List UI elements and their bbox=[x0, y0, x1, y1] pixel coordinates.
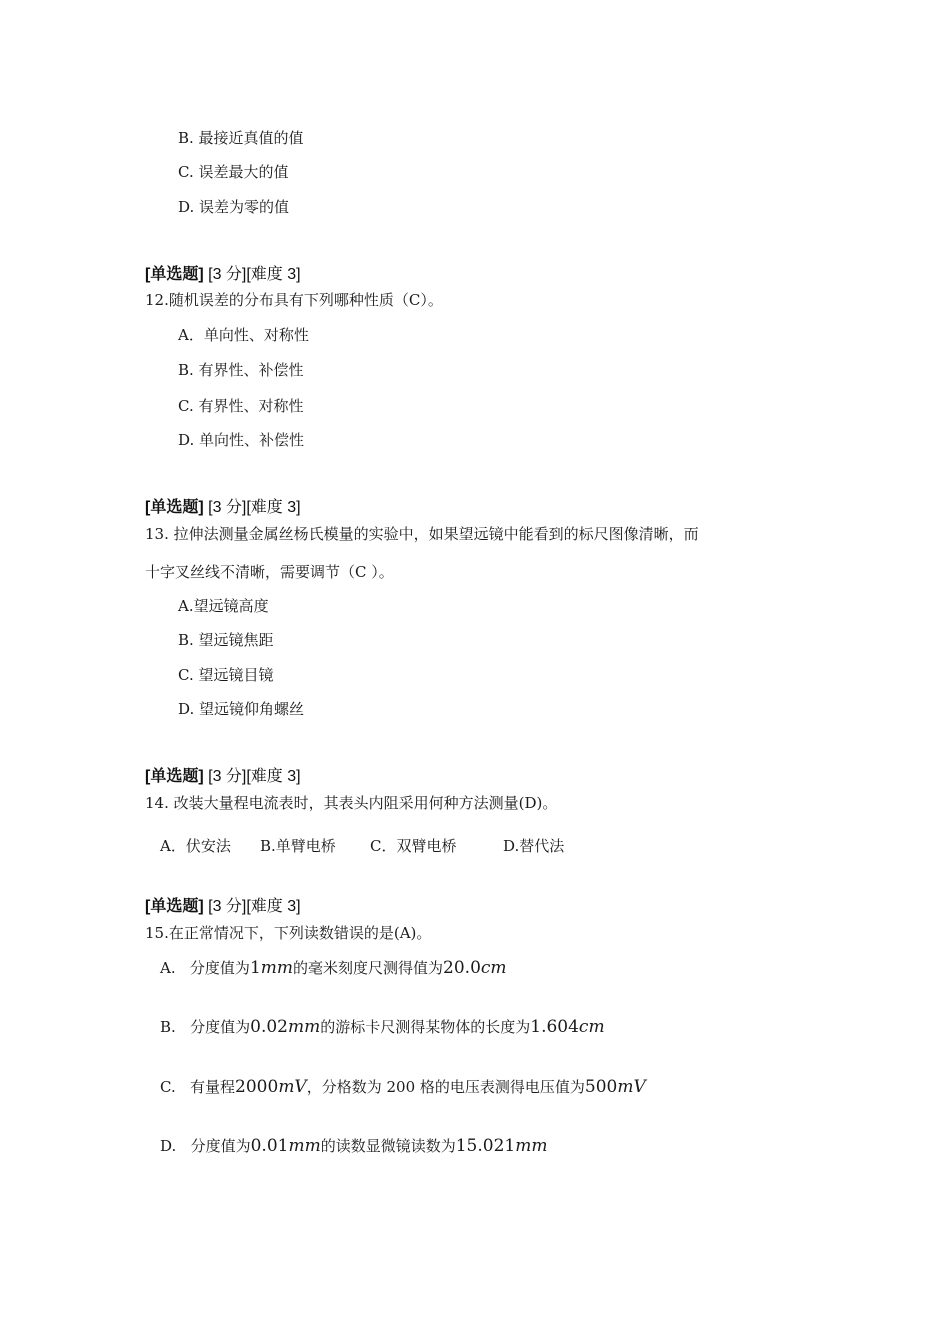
q15-option-a-value1: 1mm bbox=[249, 958, 294, 978]
q15-option-a-value2: 20.0cm bbox=[443, 958, 507, 978]
q15-option-c bbox=[160, 1077, 646, 1097]
q14-option-d: D.替代法 bbox=[503, 837, 565, 855]
q15-option-c-text2: ，分格数为 200 格的电压表测得电压值为 bbox=[306, 1078, 585, 1096]
q14-meta: [3 分][难度 3] bbox=[203, 768, 301, 785]
q13-stem-line2: 十字叉丝线不清晰，需要调节（C ）。 bbox=[145, 563, 394, 581]
q15-option-c-text1: 有量程 bbox=[190, 1078, 236, 1096]
q14-options-row bbox=[0, 836, 950, 856]
q15-option-a bbox=[160, 958, 507, 978]
q15-option-d-value2: 15.021mm bbox=[455, 1136, 548, 1156]
q15-option-d-letter: D. bbox=[160, 1137, 177, 1155]
q14-option-a: A．伏安法 bbox=[160, 837, 231, 855]
q15-option-c-letter: C. bbox=[160, 1078, 176, 1096]
q13-header bbox=[145, 498, 301, 518]
q15-type-tag: [单选题] bbox=[145, 898, 204, 915]
q11-option-c: C. 误差最大的值 bbox=[178, 163, 289, 181]
q15-option-b-value2: 1.604cm bbox=[530, 1017, 605, 1037]
q15-meta: [3 分][难度 3] bbox=[203, 898, 301, 915]
q12-option-d: D. 单向性、补偿性 bbox=[178, 431, 305, 449]
q15-option-b bbox=[160, 1017, 605, 1037]
q12-option-a: A．单向性、对称性 bbox=[178, 326, 309, 344]
q14-type-tag: [单选题] bbox=[145, 768, 204, 785]
q13-option-a: A.望远镜高度 bbox=[178, 597, 269, 615]
q15-option-b-text1: 分度值为 bbox=[190, 1018, 251, 1036]
q15-header bbox=[145, 897, 301, 917]
q15-option-d bbox=[160, 1136, 547, 1156]
q15-option-c-value2: 500mV bbox=[584, 1077, 646, 1097]
q13-meta: [3 分][难度 3] bbox=[203, 499, 301, 516]
q13-stem-line1: 13. 拉伸法测量金属丝杨氏模量的实验中，如果望远镜中能看到的标尺图像清晰，而 bbox=[145, 525, 699, 543]
q15-option-c-value1: 2000mV bbox=[235, 1077, 307, 1097]
q13-option-d: D. 望远镜仰角螺丝 bbox=[178, 700, 305, 718]
q15-option-d-value1: 0.01mm bbox=[250, 1136, 321, 1156]
q11-option-d: D. 误差为零的值 bbox=[178, 198, 290, 216]
q15-option-a-text1: 分度值为 bbox=[189, 959, 250, 977]
q15-option-d-text2: 的读数显微镜读数为 bbox=[320, 1137, 456, 1155]
q11-option-b: B. 最接近真值的值 bbox=[178, 129, 304, 147]
q12-stem: 12.随机误差的分布具有下列哪种性质（C）。 bbox=[145, 291, 443, 309]
q14-stem: 14. 改装大量程电流表时，其表头内阻采用何种方法测量(D)。 bbox=[145, 794, 558, 812]
q15-option-d-text1: 分度值为 bbox=[190, 1137, 251, 1155]
q14-header bbox=[145, 767, 301, 787]
q12-header bbox=[145, 265, 301, 285]
q15-option-b-value1: 0.02mm bbox=[250, 1017, 321, 1037]
q13-option-c: C. 望远镜目镜 bbox=[178, 666, 274, 684]
q15-option-a-letter: A. bbox=[160, 959, 176, 977]
q15-option-b-text2: 的游标卡尺测得某物体的长度为 bbox=[320, 1018, 531, 1036]
q12-meta: [3 分][难度 3] bbox=[203, 266, 301, 283]
q13-option-b: B. 望远镜焦距 bbox=[178, 631, 274, 649]
q15-stem: 15.在正常情况下，下列读数错误的是(A)。 bbox=[145, 924, 432, 942]
q15-option-a-text2: 的毫米刻度尺测得值为 bbox=[293, 959, 444, 977]
q12-type-tag: [单选题] bbox=[145, 266, 204, 283]
q15-option-b-letter: B. bbox=[160, 1018, 176, 1036]
q13-type-tag: [单选题] bbox=[145, 499, 204, 516]
q12-option-c: C. 有界性、对称性 bbox=[178, 397, 304, 415]
q14-option-b: B.单臂电桥 bbox=[260, 837, 336, 855]
q12-option-b: B. 有界性、补偿性 bbox=[178, 361, 304, 379]
q14-option-c: C．双臂电桥 bbox=[370, 837, 457, 855]
